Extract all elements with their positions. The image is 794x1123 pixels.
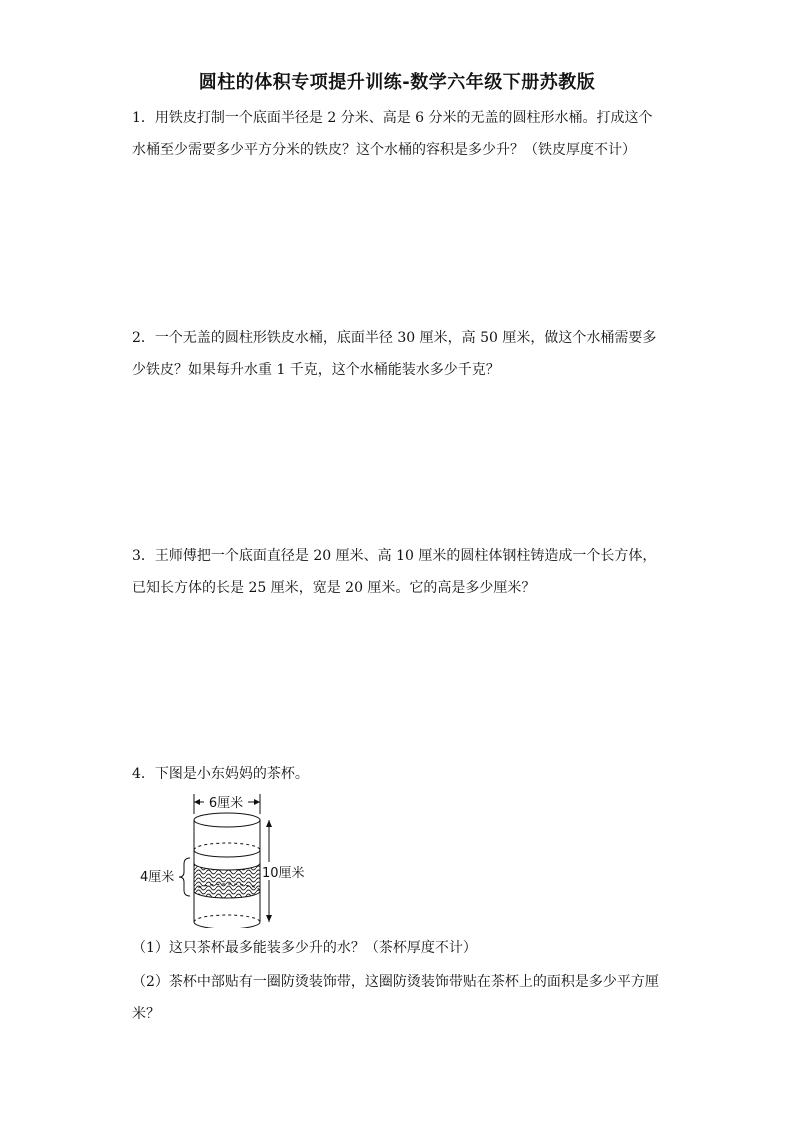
diameter-label: 6厘米	[208, 796, 244, 811]
question-2: 2．一个无盖的圆柱形铁皮水桶，底面半径 30 厘米，高 50 厘米，做这个水桶需要多少铁皮？如果每升水重 1 千克，这个水桶能装水多少千克？	[132, 330, 657, 378]
page-title: 圆柱的体积专项提升训练-数学六年级下册苏教版	[198, 72, 596, 93]
band-brace	[140, 858, 190, 896]
tea-cup-figure	[136, 788, 316, 928]
subquestion-4-2: （2）茶杯中部贴有一圈防烫装饰带，这圈防烫装饰带贴在茶杯上的面积是多少平方厘米？	[132, 974, 659, 1022]
height-label: 10厘米	[262, 866, 305, 881]
question-4: 4．下图是小东妈妈的茶杯。	[132, 766, 309, 782]
height-dimension	[262, 820, 305, 922]
diameter-dimension	[194, 794, 260, 814]
subquestion-4-1: （1）这只茶杯最多能装多少升的水？（茶杯厚度不计）	[132, 940, 477, 956]
question-3: 3．王师傅把一个底面直径是 20 厘米、高 10 厘米的圆柱体钢柱铸造成一个长方体，已知长方体的长是 25 厘米，宽是 20 厘米。它的高是多少厘米？	[132, 548, 657, 596]
band-label: 4厘米	[140, 870, 175, 885]
question-1: 1．用铁皮打制一个底面半径是 2 分米、高是 6 分米的无盖的圆柱形水桶。打成这个水桶至少需要多少平方分米的铁皮？这个水桶的容积是多少升？（铁皮厚度不计）	[132, 110, 653, 158]
